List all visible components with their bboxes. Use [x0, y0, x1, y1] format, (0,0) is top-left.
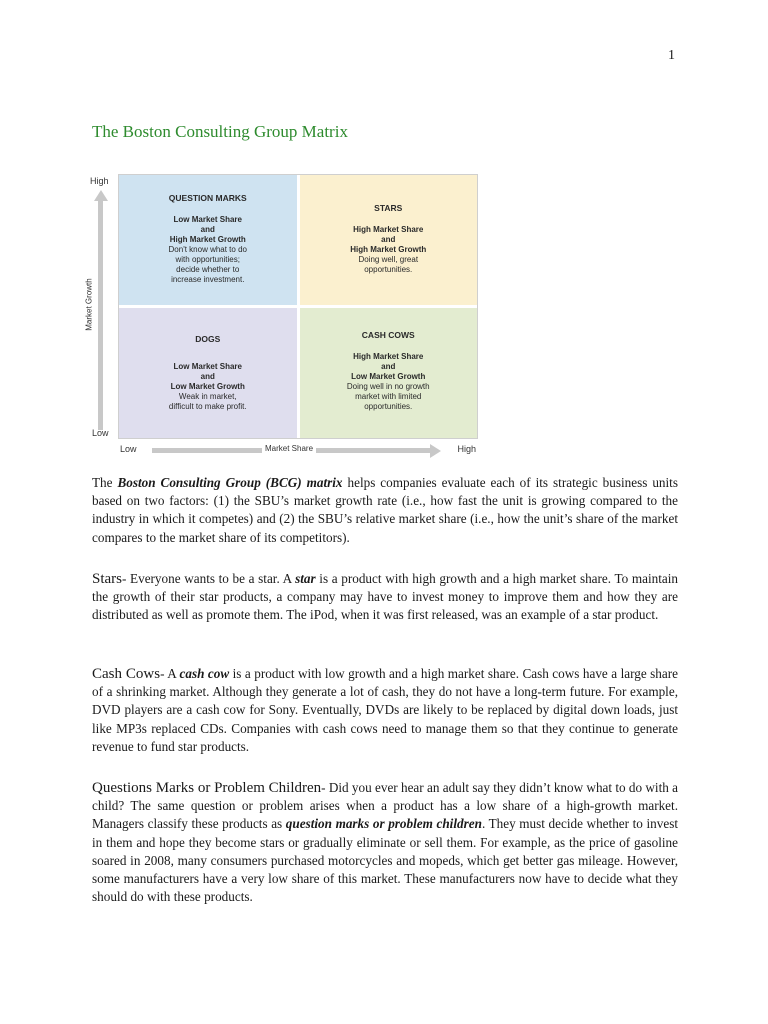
question-marks-term: question marks or problem children [285, 816, 482, 832]
intro-pre: The [92, 475, 118, 490]
quadrant-line: High Market Share [353, 352, 424, 361]
quadrant-line: and [381, 362, 396, 371]
y-axis-title: Market Growth [84, 278, 94, 331]
intro-paragraph [92, 474, 678, 547]
quadrant-stars [300, 175, 478, 305]
y-axis-line [98, 200, 103, 430]
quadrant-line: High Market Growth [169, 235, 246, 244]
x-axis [118, 442, 476, 458]
quadrant-desc: Weak in market, [178, 392, 237, 401]
x-axis-title: Market Share [262, 444, 316, 453]
quadrant-line: and [381, 235, 396, 244]
x-axis-low-label: Low [120, 444, 137, 454]
cash-cows-body: is a product with low growth and a high market share. Cash cows have a large share of a shrinking market. Although they generate a lot of cash, they do not have a long-term future. For example, DVD players are a cash cow for Sony. Eventually, DVDs are likely to be replaced by digital down loads, just like MP3s replaced CDs. Companies with cash cows need to manage them so that they continue to generate revenue to fund star products. [92, 666, 679, 754]
y-axis-high-label: High [90, 176, 109, 186]
quadrant-line: High Market Share [353, 225, 424, 234]
y-axis-low-label: Low [92, 428, 109, 438]
matrix-grid [118, 174, 478, 439]
quadrant-desc: opportunities. [364, 265, 413, 274]
quadrant-line: Low Market Growth [170, 382, 245, 391]
quadrant-line: and [200, 372, 215, 381]
cash-cows-paragraph [92, 665, 678, 756]
x-axis-high-label: High [457, 444, 476, 454]
quadrant-desc: increase investment. [171, 275, 245, 284]
quadrant-title: CASH COWS [361, 330, 415, 340]
cash-cows-heading: Cash Cows [92, 666, 161, 682]
x-axis-arrow-icon [430, 444, 441, 458]
quadrant-desc: Doing well, great [358, 255, 419, 264]
stars-term: star [295, 571, 316, 586]
stars-body: is a product with high growth and a high market share. To maintain the growth of their star products, a company may have to invest money to improve them and how they are distributed as well as promote them. The iPod, when it was first released, was an example of a star product. [92, 571, 678, 623]
quadrant-desc: Don't know what to do [168, 245, 247, 254]
quadrant-line: Low Market Growth [351, 372, 426, 381]
quadrant-question-marks [119, 175, 297, 305]
page-number: 1 [668, 48, 675, 63]
stars-pre: - Everyone wants to be a star. A [122, 571, 296, 586]
quadrant-desc: Doing well in no growth [346, 382, 430, 391]
question-marks-heading: Questions Marks or Problem Children [92, 780, 322, 796]
quadrant-desc: opportunities. [364, 402, 413, 411]
quadrant-cash-cows [300, 308, 478, 438]
quadrant-line: High Market Growth [350, 245, 427, 254]
quadrant-title: QUESTION MARKS [168, 193, 247, 203]
quadrant-desc: difficult to make profit. [168, 402, 247, 411]
bcg-matrix-figure [86, 170, 482, 462]
stars-paragraph [92, 570, 678, 625]
question-marks-pre: - Did you ever hear an adult say they didn’t know what to do with a child? The same question or problem arises when a product has a low share of a high-growth market. Managers classify these products as [92, 780, 678, 832]
document-title: The Boston Consulting Group Matrix [92, 122, 348, 141]
quadrant-line: and [200, 225, 215, 234]
quadrant-line: Low Market Share [173, 362, 242, 371]
quadrant-title: DOGS [195, 334, 221, 344]
intro-body: helps companies evaluate each of its strategic business units based on two factors: (1) the SBU’s market growth rate (i.e., how fast the unit is growing compared to the industry in which it competes) and (2) the SBU’s relative market share (i.e., how the unit’s share of the market compares to the market share of its competitors). [92, 475, 678, 545]
cash-cows-term: cash cow [179, 666, 230, 681]
question-marks-body: . They must decide whether to invest in them and hope they become stars or gradually eliminate or sell them. For example, as the price of gasoline soared in 2008, many consumers purchased motorcycles and mopeds, which get better gas mileage. However, some manufacturers have a very low share of this market. These manufacturers now have to decide what they should do with these products. [92, 816, 678, 905]
quadrant-dogs [119, 308, 297, 438]
intro-term: Boston Consulting Group (BCG) matrix [117, 475, 343, 490]
stars-heading: Stars [92, 571, 122, 587]
quadrant-desc: market with limited [355, 392, 422, 401]
question-marks-paragraph [92, 779, 678, 906]
quadrant-desc: decide whether to [176, 265, 240, 274]
quadrant-desc: with opportunities; [175, 255, 240, 264]
quadrant-line: Low Market Share [173, 215, 242, 224]
cash-cows-pre: - A [160, 666, 180, 681]
quadrant-title: STARS [374, 203, 403, 213]
